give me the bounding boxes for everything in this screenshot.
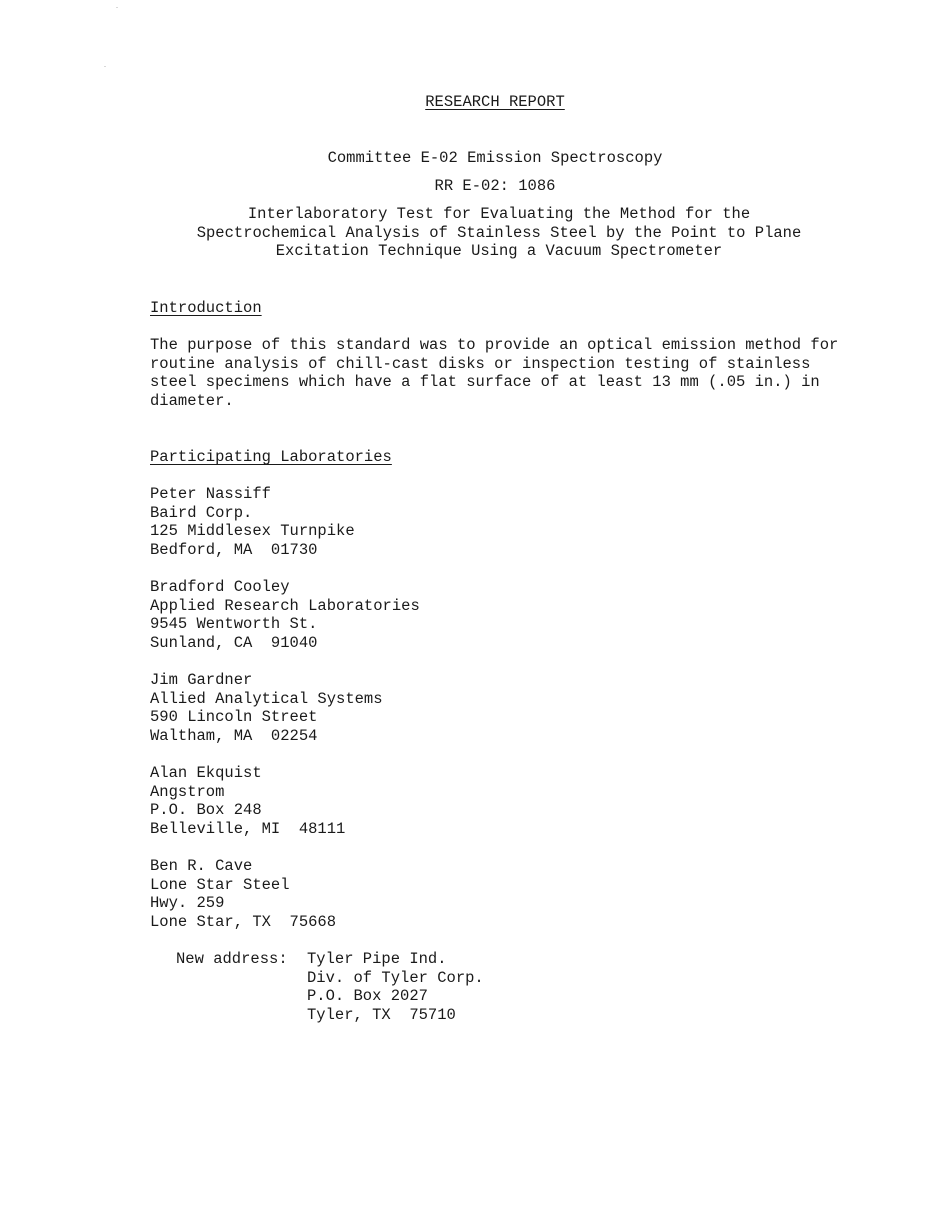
lab-contact-name: Alan Ekquist [150,764,262,782]
title-line: Excitation Technique Using a Vacuum Spectrometer [275,242,723,261]
report-heading: RESEARCH REPORT [425,93,565,111]
new-address-lines [307,950,484,1024]
title-line: Interlaboratory Test for Evaluating the Method for the [247,205,751,223]
report-number: RR E-02: 1086 [434,177,556,195]
paragraph-line: steel specimens which have a flat surface of at least 13 mm (.05 in.) in [150,373,820,392]
paragraph-line: routine analysis of chill-cast disks or inspection testing of stainless [150,354,811,373]
lab-street: 9545 Wentworth St. [150,615,318,634]
new-address-line: Tyler, TX 75710 [307,1005,456,1024]
lab-organization: Baird Corp. [150,503,253,522]
new-address-line: P.O. Box 2027 [307,987,428,1006]
introduction-heading: Introduction [150,299,262,317]
paragraph-line: The purpose of this standard was to provide an optical emission method for [150,336,839,354]
lab-entry [150,764,345,838]
lab-street: P.O. Box 248 [150,801,262,820]
lab-street: 125 Middlesex Turnpike [150,522,355,541]
lab-entry [150,578,420,652]
paragraph-line: diameter. [150,391,234,410]
lab-contact-name: Ben R. Cave [150,857,253,875]
lab-organization: Angstrom [150,782,225,801]
lab-contact-name: Peter Nassiff [150,485,271,503]
report-title [0,205,950,261]
lab-organization: Lone Star Steel [150,875,290,894]
lab-organization: Applied Research Laboratories [150,596,420,615]
lab-entry [150,671,383,745]
new-address-line: Div. of Tyler Corp. [307,968,484,987]
scan-speck [116,7,118,8]
introduction-paragraph [150,336,838,410]
scan-speck [104,66,106,67]
lab-city-state-zip: Bedford, MA 01730 [150,540,318,559]
lab-city-state-zip: Belleville, MI 48111 [150,819,346,838]
lab-entry [150,857,336,931]
new-address-label: New address: [176,950,288,968]
lab-entry [150,485,355,559]
lab-street: 590 Lincoln Street [150,708,318,727]
lab-contact-name: Bradford Cooley [150,578,290,596]
lab-street: Hwy. 259 [150,894,225,913]
lab-organization: Allied Analytical Systems [150,689,383,708]
participating-labs-heading: Participating Laboratories [150,448,392,466]
new-address-line: Tyler Pipe Ind. [307,950,447,968]
lab-city-state-zip: Lone Star, TX 75668 [150,912,337,931]
new-address-block [176,950,484,1024]
lab-contact-name: Jim Gardner [150,671,253,689]
lab-city-state-zip: Waltham, MA 02254 [150,726,318,745]
title-line: Spectrochemical Analysis of Stainless Steel by the Point to Plane [196,223,802,242]
committee-name: Committee E-02 Emission Spectroscopy [327,149,663,167]
lab-city-state-zip: Sunland, CA 91040 [150,633,318,652]
